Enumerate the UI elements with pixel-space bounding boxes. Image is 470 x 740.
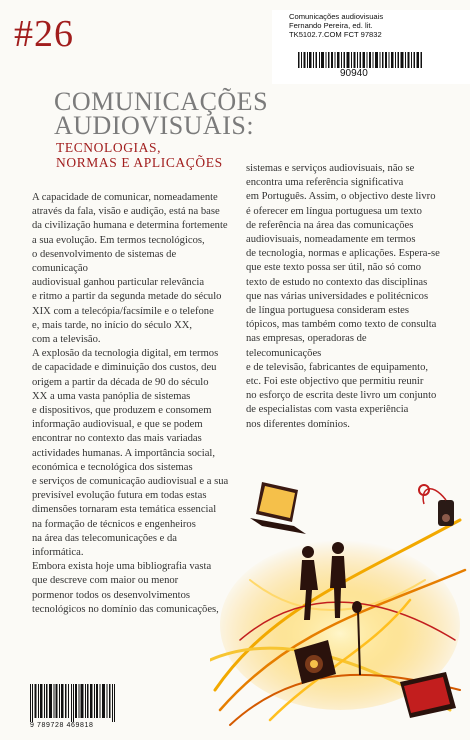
blurb-left-line: previsível evolução futura em todas estas xyxy=(32,490,207,502)
blurb-right-line: de especialistas com vasta experiência xyxy=(246,404,409,416)
blurb-left-line: informação audiovisual, e que se podem xyxy=(32,419,203,431)
blurb-right-line: de língua portuguesa consideram estes xyxy=(246,305,409,317)
blurb-right-line: no esforço de escrita deste livro um conjunto xyxy=(246,390,437,402)
blurb-right-line: etc. Foi este objectivo que permitiu reunir xyxy=(246,376,424,388)
blurb-right-line: texto de estudo no contexto das disciplinas xyxy=(246,276,428,288)
blurb-left-line: na área das telecomunicações e da informática. xyxy=(32,532,177,559)
book-subtitle-line-1: TECNOLOGIAS, xyxy=(56,140,162,155)
blurb-left-line: dimensões tornaram esta temática essencial xyxy=(32,504,217,516)
blurb-left-line: o desenvolvimento de sistemas de comunicação xyxy=(32,248,177,275)
blurb-left-line: e dispositivos, que produzem e consomem xyxy=(32,405,212,417)
blurb-right-line: nas empresas, operadoras de telecomunicações xyxy=(246,333,367,359)
isbn-barcode xyxy=(30,684,116,722)
blurb-left-line: origem a partir da década de 90 do século xyxy=(32,376,209,388)
book-subtitle-line-2: NORMAS E APLICAÇÕES xyxy=(56,155,223,170)
book-subtitle xyxy=(56,140,223,170)
blurb-right-column xyxy=(246,162,444,432)
blurb-left-line: A capacidade de comunicar, nomeadamente xyxy=(32,192,218,203)
library-label-title: Comunicações audiovisuais xyxy=(289,12,384,21)
blurb-left-column xyxy=(32,191,229,617)
blurb-right-line: em Português. Assim, o objectivo deste livro xyxy=(246,191,436,203)
blurb-right-line: e de televisão, fabricantes de equipamento, xyxy=(246,361,429,373)
book-title xyxy=(54,87,269,140)
blurb-left-line: encontrar no contexto das mais variadas xyxy=(32,433,202,445)
blurb-right-line: sistemas e serviços audiovisuais, não se xyxy=(246,163,415,174)
blurb-right-line: nos diferentes domínios. xyxy=(246,418,350,430)
blurb-left-line: que descreve com maior ou menor xyxy=(32,575,179,587)
blurb-left-line: tecnológicos no domínio das comunicações, xyxy=(32,603,219,615)
isbn-number: 9 789728 469818 xyxy=(30,722,94,729)
blurb-right-line: tópicos, mas também como texto de consulta xyxy=(246,319,437,331)
series-number: #26 xyxy=(14,13,74,55)
mp3-player-icon xyxy=(419,485,454,526)
blurb-right-line: encontra uma referência significativa xyxy=(246,177,404,189)
blurb-right-line: de referência na área das comunicações xyxy=(246,219,414,231)
book-title-line-1: COMUNICAÇÕES xyxy=(54,87,269,116)
blurb-left-line: pormenor todos os desenvolvimentos xyxy=(32,589,191,601)
blurb-right-line: de tecnologia, normas e aplicações. Espera-se xyxy=(246,248,440,260)
blurb-left-line: com a televisão. xyxy=(32,334,101,346)
blurb-left-line: através da fala, visão e audição, está na base xyxy=(32,206,220,218)
laptop-icon xyxy=(250,482,306,534)
blurb-left-line: da civilização humana e determina fortemente xyxy=(32,220,228,232)
media-devices-illustration xyxy=(210,460,470,730)
library-barcode-number: 90940 xyxy=(340,68,368,79)
library-label-author: Fernando Pereira, ed. lit. xyxy=(289,21,373,30)
blurb-right-line: que este texto possa ser útil, não só como xyxy=(246,262,422,274)
blurb-left-line: audiovisual ganhou particular relevância xyxy=(32,277,205,289)
blurb-left-line: A explosão da tecnologia digital, em termos xyxy=(32,348,219,360)
blurb-left-line: XIX com a telecópia/facsímile e o telefone xyxy=(32,305,214,317)
blurb-left-line: de capacidade e diminuição dos custos, deu xyxy=(32,362,217,374)
blurb-left-line: e, mais tarde, no início do século XX, xyxy=(32,319,193,331)
book-title-line-2: AUDIOVISUAIS: xyxy=(54,111,255,140)
blurb-left-line: e serviços de comunicação audiovisual e a sua xyxy=(32,476,229,488)
library-barcode xyxy=(298,52,423,68)
blurb-left-line: na formação de técnicos e engenheiros xyxy=(32,518,196,530)
blurb-right-line: audiovisuais, nomeadamente em termos xyxy=(246,234,416,246)
blurb-left-line: XX a uma vasta panóplia de sistemas xyxy=(32,390,191,402)
library-label-callnumber: TK5102.7.COM FCT 97832 xyxy=(289,30,382,39)
blurb-left-line: e ritmo a partir da segunda metade do século xyxy=(32,291,222,303)
blurb-right-line: que nas várias universidades e politécnicos xyxy=(246,290,429,302)
blurb-left-line: a sua evolução. Em termos tecnológicos, xyxy=(32,234,205,246)
blurb-left-line: Embora exista hoje uma bibliografia vasta xyxy=(32,561,212,573)
blurb-left-line: económica e tecnológica dos sistemas xyxy=(32,461,193,473)
blurb-left-line: actividades humanas. A importância social, xyxy=(32,447,215,459)
blurb-right-line: é oferecer em língua portuguesa um texto xyxy=(246,205,422,217)
